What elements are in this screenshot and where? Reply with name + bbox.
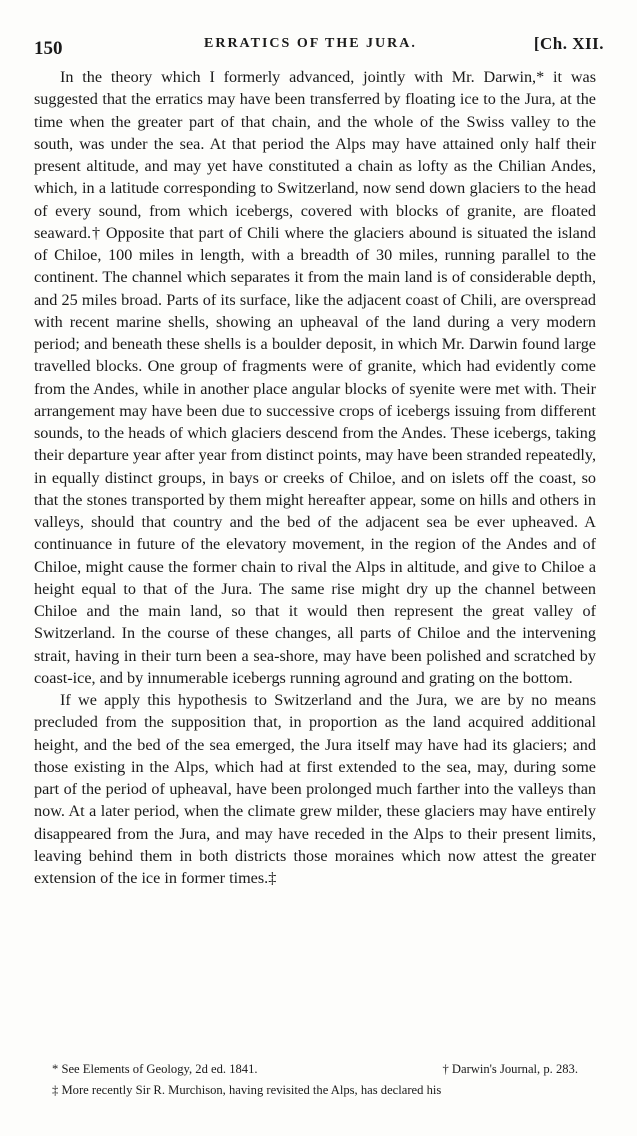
paragraph-2: If we apply this hypothesis to Switzerland and the Jura, we are by no means precluded from the supposition that, in proportion as the land acquired additional height, and the bed of the sea emerged, the Jura itself may have had its glaciers; and those existing in the Alps, which had at first extended to the sea, may, during some part of the period of upheaval, have been prolonged much farther into the valleys than now. At a later period, when the climate grew milder, these glaciers may have entirely disappeared from the Jura, and may have receded in the Alps to their present limits, leaving behind them in both districts those moraines which now attest the greater extension of the ice in former times.‡ (34, 691, 596, 887)
chapter-reference: [Ch. XII. (533, 34, 604, 53)
footnote-geology: * See Elements of Geology, 2d ed. 1841. (52, 1062, 258, 1076)
footnote-row-2 (52, 1080, 598, 1101)
body-text (34, 66, 596, 889)
running-title: ERRATICS OF THE JURA. (204, 36, 417, 51)
paragraph-1: In the theory which I formerly advanced, jointly with Mr. Darwin,* it was suggested that the erratics may have been transferred by floating ice to the Jura, at the time when the greater part of that chain, and the whole of the Swiss valley to the south, was under the sea. At that period the Alps may have attained only half their present altitude, and may yet have constituted a chain as lofty as the Chilian Andes, which, in a latitude corresponding to Switzerland, now send down glaciers to the head of every sound, from which icebergs, covered with blocks of granite, are floated seaward.† Opposite that part of Chili where the glaciers abound is situated the island of Chiloe, 100 miles in length, with a breadth of 30 miles, running parallel to the continent. The channel which separates it from the main land is of considerable depth, and 25 miles broad. Parts of its surface, like the adjacent coast of Chili, are overspread with recent marine shells, showing an upheaval of the land during a very modern period; and beneath these shells is a boulder deposit, in which Mr. Darwin found large travelled blocks. One group of fragments were of granite, which had evidently come from the Andes, while in another place angular blocks of syenite were met with. Their arrangement may have been due to successive crops of icebergs issuing from different sounds, to the heads of which glaciers descend from the Andes. These icebergs, taking their departure year after year from distinct points, may have been stranded repeatedly, in equally distinct groups, in bays or creeks of Chiloe, and on islets off the coast, so that the stones transported by them might hereafter appear, some on hills and others in valleys, should that country and the bed of the adjacent sea be ever upheaved. A continuance in future of the elevatory movement, in the region of the Andes and of Chiloe, might cause the former chain to rival the Alps in altitude, and give to Chiloe a height equal to that of the Jura. The same rise might dry up the channel between Chiloe and the main land, so that it would then represent the great valley of Switzerland. In the course of these changes, all parts of Chiloe and the intervening strait, having in their turn been a sea-shore, may have been polished and scratched by coast-ice, and by innumerable icebergs running aground and grating on the bottom. (34, 68, 596, 687)
footnote-row-1 (52, 1059, 598, 1080)
footnote-murchison: ‡ More recently Sir R. Murchison, having revisited the Alps, has declared his (52, 1083, 442, 1097)
footnotes (52, 1059, 598, 1101)
running-head (34, 34, 604, 59)
page-number: 150 (34, 38, 63, 59)
footnote-darwin-journal: † Darwin's Journal, p. 283. (442, 1062, 578, 1076)
